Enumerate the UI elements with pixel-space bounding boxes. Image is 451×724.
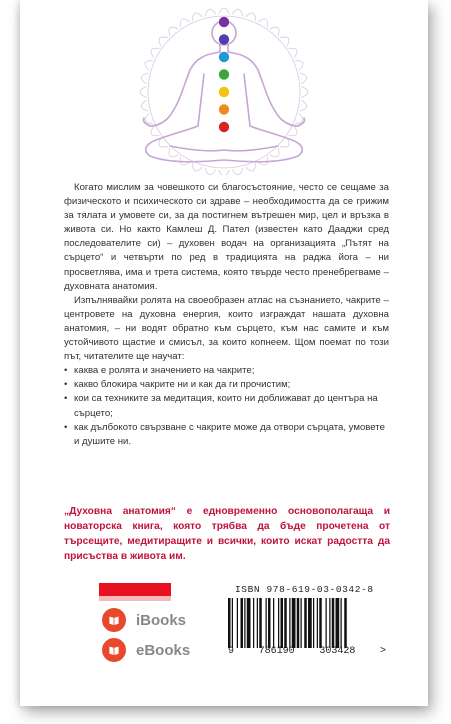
mandala-petal	[169, 148, 178, 157]
store-label: iBooks	[136, 611, 187, 629]
book-icon	[102, 638, 126, 662]
list-item: • какво блокира чакрите ни и как да ги прочистим;	[64, 378, 389, 392]
barcode-bar	[257, 598, 258, 648]
mandala-petal	[205, 9, 216, 16]
mandala-petal	[302, 87, 308, 98]
paragraph: Изпълнявайки ролята на своеобразен атлас на съзнанието, чакрите – центровете на духовна енергия, които изграждат нашата духовна анатомия, – ни водят обратно към сърцето, към нас самите и към устойчивото щастие и смисъл, за които копнеем. Щом поемат по този път, читателите ще научат:	[64, 294, 389, 363]
chakra-dot	[219, 17, 229, 27]
mandala-petal	[151, 126, 159, 136]
mandala-petal	[151, 48, 159, 58]
barcode-bar	[329, 598, 330, 648]
book-icon	[102, 608, 126, 632]
publisher-logo	[99, 583, 171, 596]
barcode-bar	[301, 598, 302, 648]
meditation-illustration	[20, 0, 428, 175]
barcode-bar	[313, 598, 314, 648]
list-item: • каква е ролята и значението на чакрите;	[64, 364, 389, 378]
mandala-petal	[219, 8, 230, 14]
mandala-petal	[159, 37, 168, 46]
barcode-bar	[273, 598, 274, 648]
barcode-bar	[304, 598, 307, 648]
mandala-petal	[232, 168, 243, 175]
barcode-bar	[332, 598, 335, 648]
chakra-dot	[219, 87, 229, 97]
mandala-petal	[270, 27, 279, 36]
barcode-bar	[232, 598, 233, 648]
mandala-petal	[205, 168, 216, 175]
barcode-bar	[266, 598, 267, 648]
paragraph: Когато мислим за човешкото си благосъстояние, често се сещаме за физическото и психическото си здраве – необходимостта да се грижим за тялата и умовете си, за да постигнем вътрешен мир, цел и връзка в живота си. Но както Камлеш Д. Пател (известен като Дааджи сред последователите си) – духовен водач на организацията „Пътят на сърцето“ и четвърти по ред в традицията на раджа йога – ни просветлява, има и трета система, която твърде често пренебрегваме – духовната анатомия.	[64, 182, 389, 292]
barcode-digit-group: >	[379, 646, 386, 657]
barcode-digit-group: 9	[228, 646, 235, 657]
publisher-logo-stripe	[99, 596, 171, 601]
mandala-petal	[280, 37, 289, 46]
bullet-icon: •	[64, 379, 68, 391]
barcode-bar	[244, 598, 245, 648]
barcode-bar	[292, 598, 296, 648]
chakra-dot	[219, 69, 229, 79]
bullet-icon: •	[64, 421, 68, 433]
list-item: • как дълбокото свързване с чакрите може да отвори сърцата, умовете и душите ни.	[64, 421, 385, 447]
barcode-bar	[289, 598, 290, 648]
barcode-bar	[281, 598, 284, 648]
store-badge-ibooks[interactable]	[102, 608, 186, 632]
bullet-icon: •	[64, 365, 68, 377]
mandala-petal	[141, 73, 148, 84]
list-item: • кои са техниките за медитация, които ни доближават до центъра на сърцето;	[64, 393, 378, 419]
mandala-petal	[289, 126, 297, 136]
barcode-digit-group: 303428	[319, 646, 356, 657]
barcode-bar	[241, 598, 244, 648]
chakra-dots	[219, 17, 229, 132]
mandala-petal	[232, 9, 243, 16]
barcode	[228, 598, 386, 648]
bullet-icon: •	[64, 393, 68, 405]
chakra-dot	[219, 122, 229, 132]
store-label: eBooks	[136, 641, 191, 659]
mandala-petal	[180, 19, 190, 27]
chakra-dot	[219, 104, 229, 114]
book-back-cover	[20, 0, 428, 706]
barcode-bar	[344, 598, 347, 648]
barcode-bar	[297, 598, 300, 648]
mandala-petal	[270, 148, 279, 157]
barcode-bar	[319, 598, 322, 648]
barcode-bar	[247, 598, 251, 648]
mandala-petal	[169, 27, 178, 36]
promo-quote: „Духовна анатомия“ е едновременно основополагаща и новаторска книга, която трябва да бъде прочетена от търсещите, медитиращите и всички, които искат радостта да присъства в живота им.	[64, 506, 390, 562]
barcode-bar	[259, 598, 262, 648]
barcode-bar	[228, 598, 231, 648]
barcode-bar	[336, 598, 340, 648]
barcode-digit-group: 786190	[258, 646, 295, 657]
barcode-bar	[341, 598, 342, 648]
barcode-digits	[228, 646, 386, 657]
barcode-bar	[284, 598, 287, 648]
barcode-bar	[253, 598, 254, 648]
mandala-petal	[300, 73, 307, 84]
barcode-bar	[268, 598, 271, 648]
chakra-dot	[219, 34, 229, 44]
chakra-dot	[219, 52, 229, 62]
barcode-bar	[237, 598, 238, 648]
description-text	[64, 181, 389, 449]
store-badge-ebooks[interactable]	[102, 638, 190, 662]
mandala-petal	[300, 100, 307, 111]
mandala-petal	[141, 100, 148, 111]
mandala-petal	[258, 19, 268, 27]
barcode-bar	[278, 598, 279, 648]
barcode-bar	[317, 598, 318, 648]
mandala-petal	[219, 170, 230, 175]
mandala-petal	[140, 87, 146, 98]
isbn-label: ISBN 978-619-03-0342-8	[235, 584, 374, 595]
barcode-bar	[326, 598, 327, 648]
bullet-list	[64, 364, 389, 449]
barcode-bar	[308, 598, 312, 648]
mandala-petal	[289, 48, 297, 58]
